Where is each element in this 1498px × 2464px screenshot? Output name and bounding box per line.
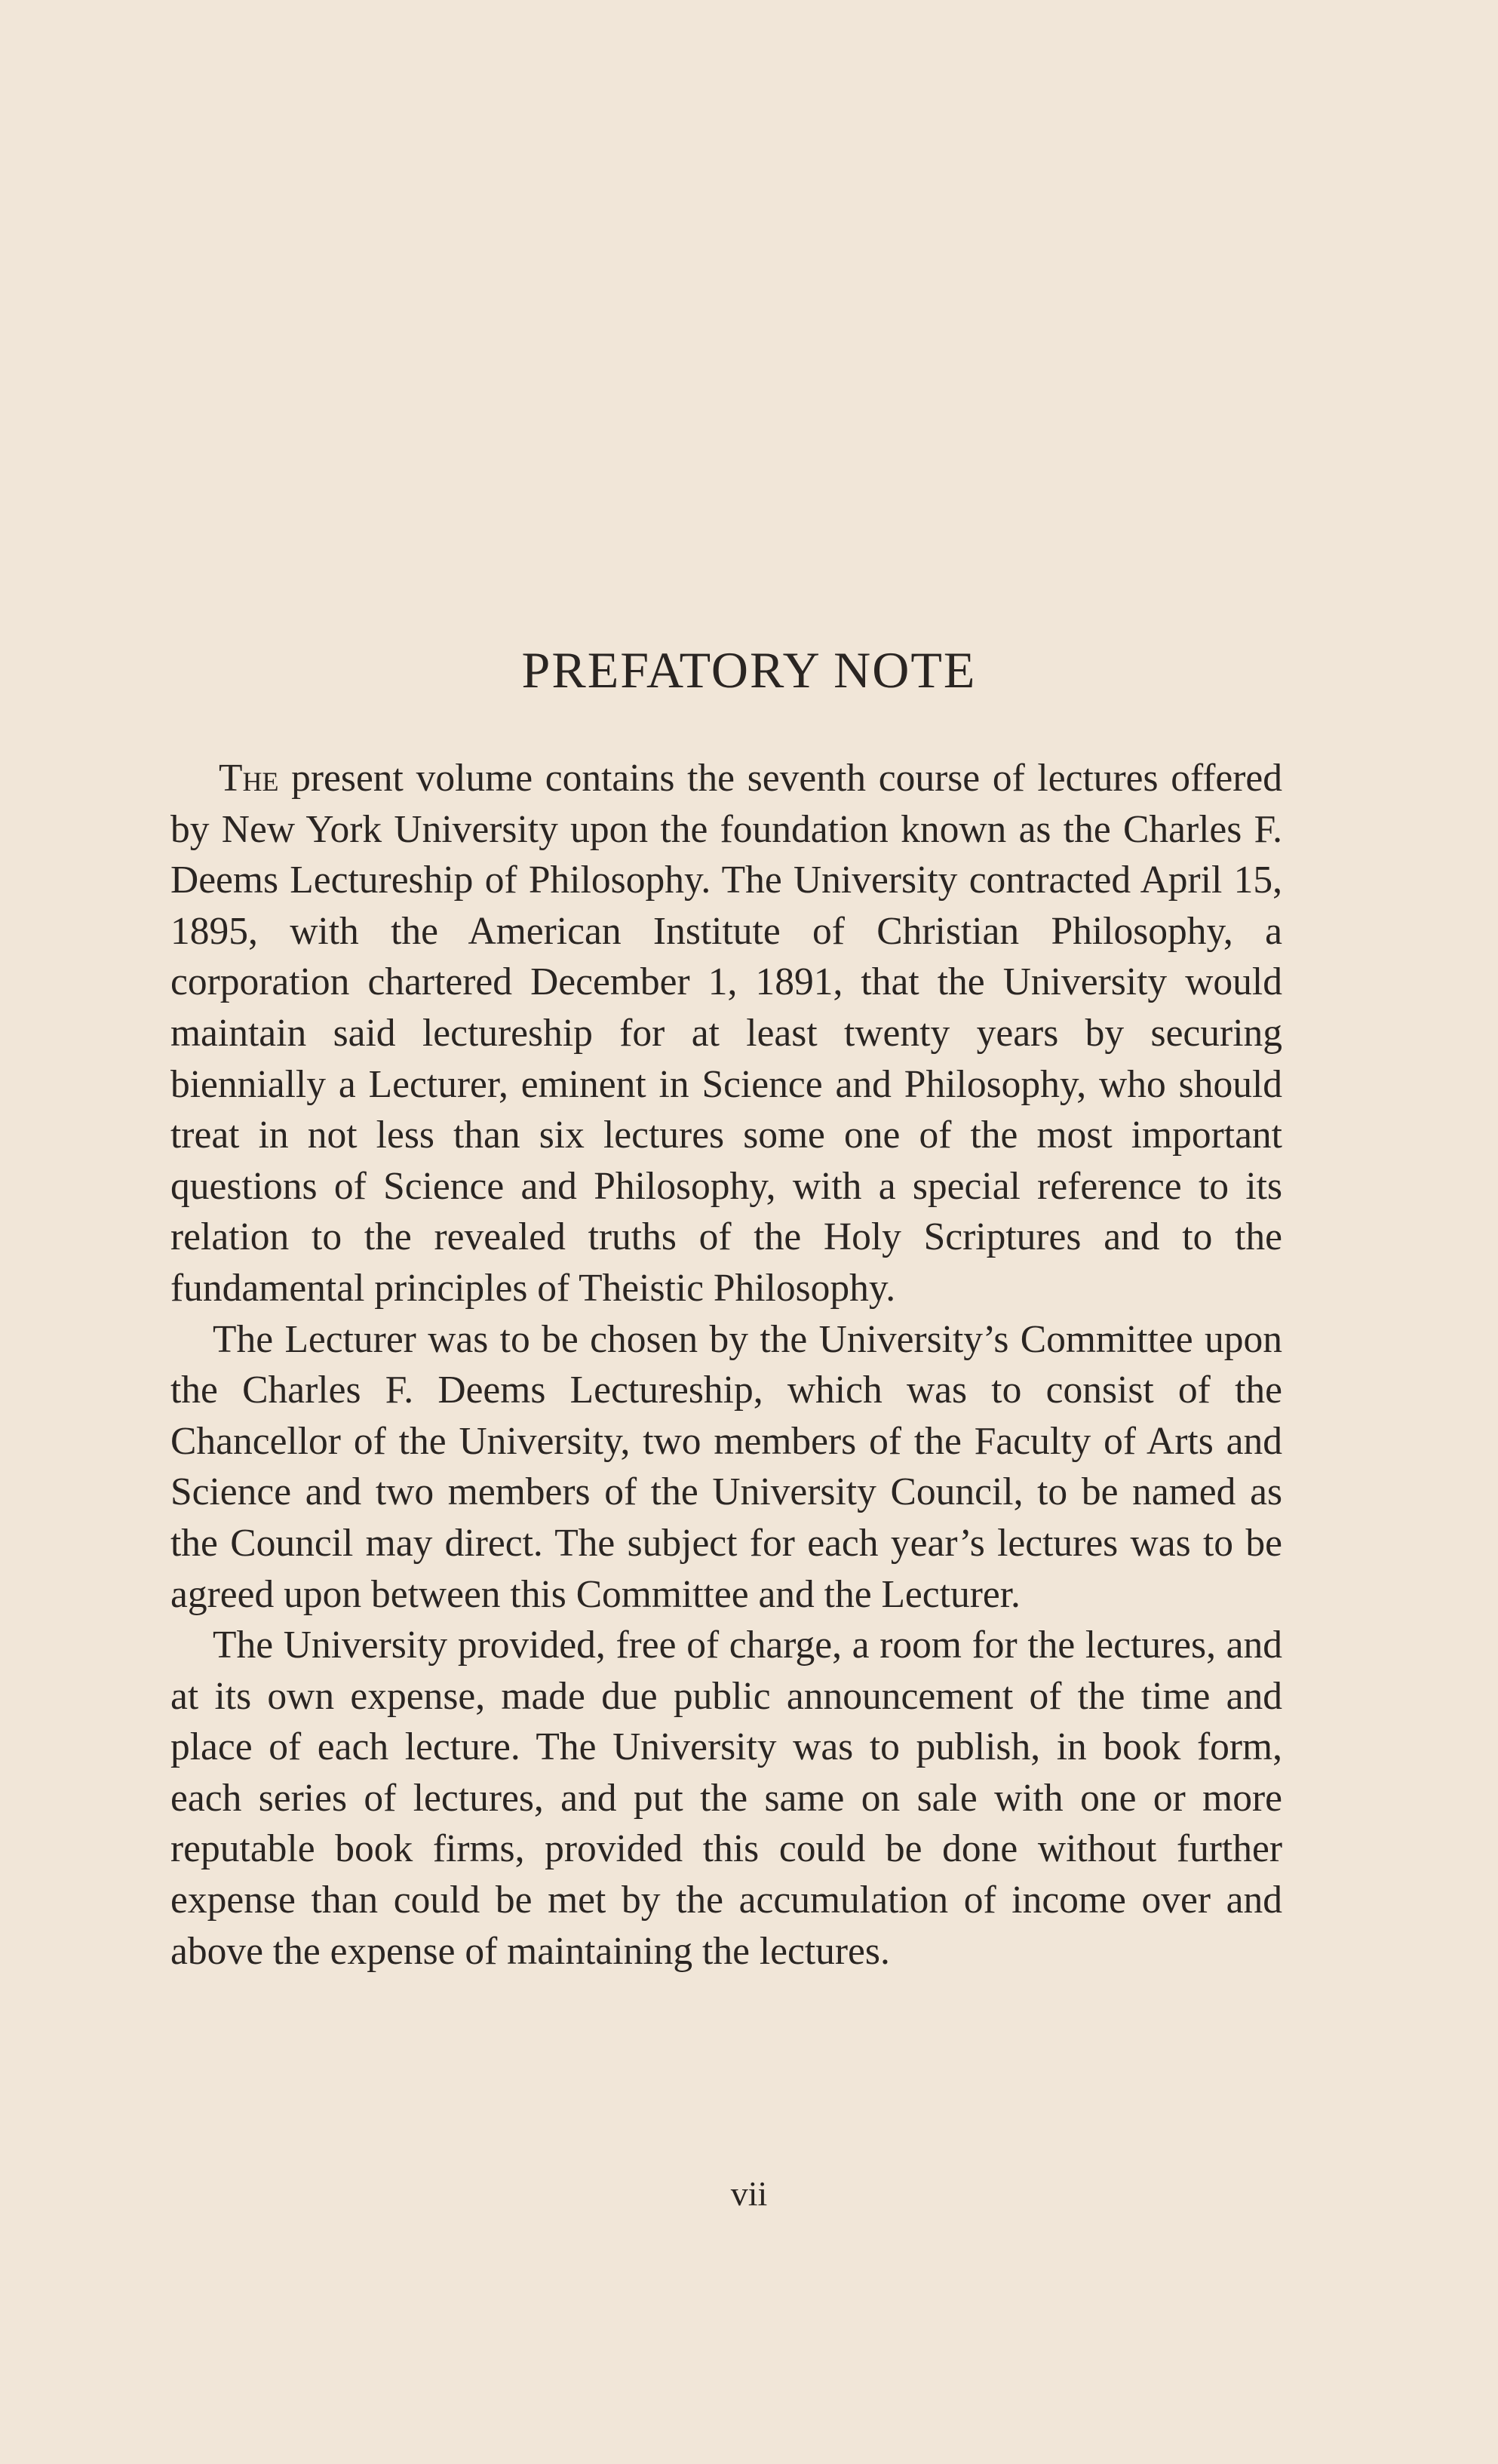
page-title: PREFATORY NOTE bbox=[521, 641, 977, 699]
paragraph-lead-word: The bbox=[219, 757, 279, 800]
paragraph-2: The Lecturer was to be chosen by the University’s Committee upon the Charles F. Deems Lectureship, which was to consist of the Chancellor of the University, two members of the Faculty of Arts and Science and two members of the University Council, to be named as the Council may direct. The subject for each year’s lectures was to be agreed upon between this Committee and the Lecturer. bbox=[170, 1317, 1282, 1616]
paragraph-1-text: present volume contains the seventh course of lectures offered by New York University upon the foundation known as the Charles F. Deems Lectureship of Philosophy. The University contracted April 15, 1895, with the American Institute of Christian Philosophy, a corporation chartered December 1, 1891, that the University would maintain said lectureship for at least twenty years by securing biennially a Lecturer, eminent in Science and Philosophy, who should treat in not less than six lectures some one of the most important questions of Science and Philosophy, with a special reference to its relation to the revealed truths of the Holy Scriptures and to the fundamental principles of Theistic Philosophy. bbox=[170, 757, 1282, 1310]
page-number: vii bbox=[730, 2174, 768, 2213]
paragraph-1 bbox=[170, 753, 1282, 1314]
body-text bbox=[170, 753, 1282, 1977]
paragraph-3: The University provided, free of charge, a room for the lectures, and at its own expense, made due public announcement of the time and place of each lecture. The University was to publish, in book form, each series of lectures, and put the same on sale with one or more reputable book firms, provided this could be done without further expense than could be met by the accumulation of income over and above the expense of maintaining the lectures. bbox=[170, 1624, 1282, 1973]
